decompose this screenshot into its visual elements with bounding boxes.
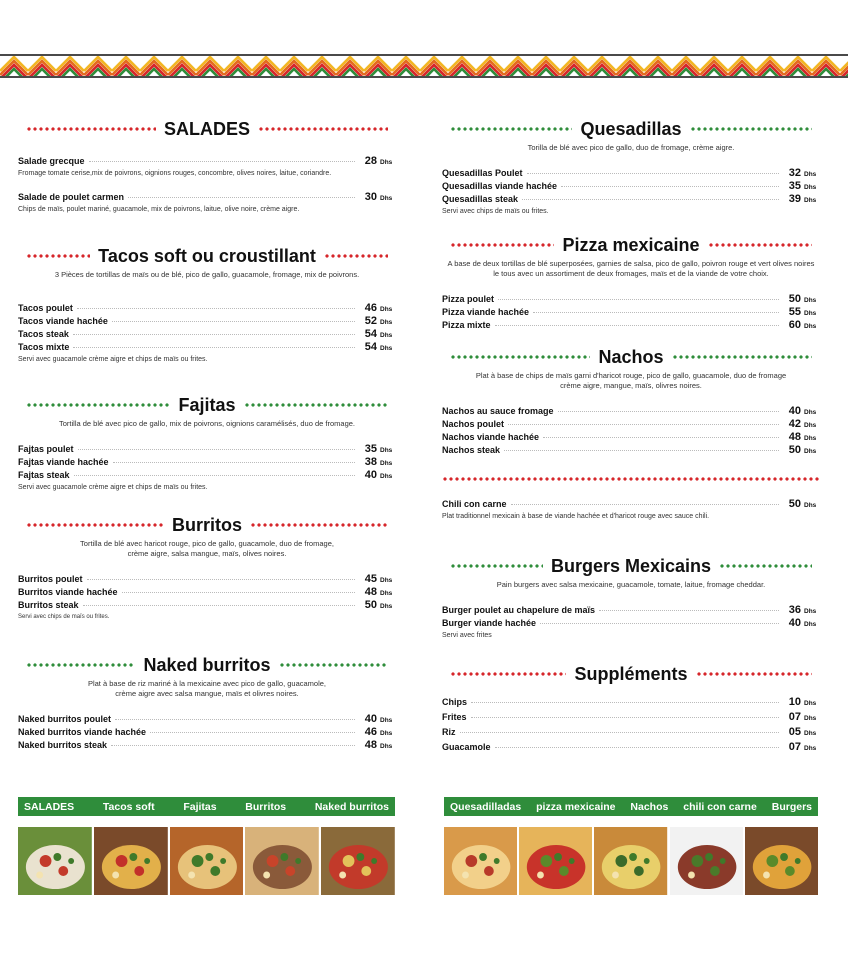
item-name: Chips bbox=[442, 697, 468, 707]
item-name: Quesadillas steak bbox=[442, 194, 519, 204]
dot-divider bbox=[690, 127, 812, 131]
dot-divider bbox=[450, 243, 554, 247]
item-name: Salade grecque bbox=[18, 156, 85, 166]
section-description bbox=[442, 259, 820, 279]
description-line: Tortilla de blé avec pico de gallo, mix de poivrons, oignions caramélisés, duo de fromage. bbox=[59, 419, 355, 428]
item-price: 35 bbox=[788, 180, 801, 192]
dot-divider bbox=[708, 243, 812, 247]
dot-divider bbox=[450, 355, 590, 359]
item-unit: Dhs bbox=[380, 717, 393, 724]
menu-item bbox=[18, 739, 396, 752]
item-unit: Dhs bbox=[804, 435, 817, 442]
menu-item bbox=[18, 726, 396, 739]
item-unit: Dhs bbox=[804, 715, 817, 722]
item-price: 28 bbox=[364, 155, 377, 167]
item-unit: Dhs bbox=[804, 310, 817, 317]
item-unit: Dhs bbox=[804, 608, 817, 615]
section-note: Servi avec frites bbox=[442, 632, 492, 639]
description-line: crème aigre, mangue, maïs, olivres noires. bbox=[560, 381, 702, 390]
section-note: Servi avec chips de maïs ou frites. bbox=[18, 614, 110, 620]
item-name: Quesadillas Poulet bbox=[442, 168, 523, 178]
item-name: Naked burritos steak bbox=[18, 740, 108, 750]
tacos-photo bbox=[94, 827, 170, 895]
category-tab[interactable]: Naked burritos bbox=[314, 800, 389, 813]
menu-item bbox=[18, 328, 396, 341]
item-price: 50 bbox=[788, 293, 801, 305]
dot-divider bbox=[442, 477, 820, 481]
item-price: 36 bbox=[788, 604, 801, 616]
dot-divider bbox=[279, 663, 388, 667]
menu-item bbox=[442, 741, 820, 756]
item-unit: Dhs bbox=[804, 323, 817, 330]
item-name: Burger viande hachée bbox=[442, 618, 537, 628]
category-tab[interactable]: Burritos bbox=[245, 800, 287, 813]
description-line: 3 Pièces de tortillas de maïs ou de blé, pico de gallo, guacamole, fromage, mix de poivrons. bbox=[54, 270, 360, 279]
item-price: 05 bbox=[788, 726, 801, 738]
item-name: Naked burritos viande hachée bbox=[18, 727, 147, 737]
item-name: Chili con carne bbox=[442, 499, 507, 509]
description-line: Plat à base de chips de maïs garni d'haricot rouge, pico de gallo, guacamole, duo de fromage bbox=[475, 371, 787, 380]
section-chili bbox=[442, 472, 820, 520]
item-price: 39 bbox=[788, 193, 801, 205]
item-description: Plat traditionnel mexicain à base de viande hachée et d'haricot rouge avec sauce chili. bbox=[442, 513, 710, 520]
item-name: Pizza poulet bbox=[442, 294, 495, 304]
item-name: Tacos mixte bbox=[18, 342, 70, 352]
dot-divider bbox=[696, 672, 812, 676]
dot-divider bbox=[250, 523, 388, 527]
item-price: 46 bbox=[364, 302, 377, 314]
category-bar-right bbox=[444, 797, 818, 816]
category-tab[interactable]: Tacos soft bbox=[102, 800, 155, 813]
item-unit: Dhs bbox=[804, 409, 817, 416]
dot-divider bbox=[450, 127, 572, 131]
item-name: Burritos steak bbox=[18, 600, 79, 610]
item-price: 50 bbox=[788, 444, 801, 456]
item-name: Tacos steak bbox=[18, 329, 69, 339]
item-name: Tacos viande hachée bbox=[18, 316, 108, 326]
menu-item bbox=[18, 469, 396, 482]
item-price: 48 bbox=[364, 586, 377, 598]
item-unit: Dhs bbox=[804, 730, 817, 737]
item-price: 32 bbox=[788, 167, 801, 179]
section-tacos bbox=[18, 244, 396, 363]
section-quesadillas bbox=[442, 117, 820, 215]
dot-divider bbox=[672, 355, 812, 359]
item-unit: Dhs bbox=[804, 171, 817, 178]
category-tab[interactable]: Burgers bbox=[771, 800, 812, 813]
item-unit: Dhs bbox=[380, 306, 393, 313]
item-price: 40 bbox=[788, 617, 801, 629]
item-price: 40 bbox=[364, 713, 377, 725]
item-unit: Dhs bbox=[380, 730, 393, 737]
dot-divider bbox=[26, 663, 135, 667]
item-unit: Dhs bbox=[380, 345, 393, 352]
category-tab[interactable]: pizza mexicaine bbox=[536, 800, 616, 813]
menu-item bbox=[18, 586, 396, 599]
section-description bbox=[442, 143, 820, 153]
section-description bbox=[18, 679, 396, 699]
item-name: Nachos viande hachée bbox=[442, 432, 540, 442]
item-price: 54 bbox=[364, 328, 377, 340]
section-title: Nachos bbox=[598, 346, 664, 367]
menu-item bbox=[442, 180, 820, 193]
category-tab[interactable]: chili con carne bbox=[683, 800, 757, 813]
section-title: SALADES bbox=[164, 118, 251, 139]
item-unit: Dhs bbox=[804, 422, 817, 429]
menu-item bbox=[442, 306, 820, 319]
dot-divider bbox=[26, 254, 90, 258]
section-title: Fajitas bbox=[178, 394, 236, 415]
section-title: Naked burritos bbox=[143, 654, 271, 675]
dot-divider bbox=[719, 564, 812, 568]
description-line: le tous avec un assortiment de deux fromages, maïs et de la viande de votre choix. bbox=[493, 269, 769, 278]
dot-divider bbox=[26, 403, 170, 407]
section-supplements bbox=[442, 662, 820, 756]
item-name: Nachos steak bbox=[442, 445, 501, 455]
item-name: Fajtas poulet bbox=[18, 444, 74, 454]
category-tab[interactable]: Quesadilladas bbox=[450, 800, 522, 813]
menu-item bbox=[442, 193, 820, 206]
item-description: Fromage tomate cerise,mix de poivrons, oignions rouges, concombre, olives noires, laitue, coriandre. bbox=[18, 170, 332, 177]
menu-item bbox=[442, 726, 820, 741]
item-price: 42 bbox=[788, 418, 801, 430]
item-name: Fajtas steak bbox=[18, 470, 70, 480]
menu-item bbox=[442, 444, 820, 457]
description-line: A base de deux tortillas de blé superposées, garnies de salsa, pico de gallo, poivron rouge et vert olives noires bbox=[447, 259, 815, 268]
section-note: Servi avec chips de maïs ou frites. bbox=[442, 208, 549, 215]
section-description bbox=[442, 580, 820, 590]
item-unit: Dhs bbox=[804, 621, 817, 628]
item-price: 07 bbox=[788, 741, 801, 753]
menu-item bbox=[442, 319, 820, 332]
item-unit: Dhs bbox=[380, 195, 393, 202]
item-unit: Dhs bbox=[380, 590, 393, 597]
item-price: 60 bbox=[788, 319, 801, 331]
item-unit: Dhs bbox=[804, 197, 817, 204]
burrito-photo bbox=[245, 827, 321, 895]
aztec-border bbox=[0, 54, 848, 78]
dot-divider bbox=[26, 523, 164, 527]
menu-item bbox=[18, 315, 396, 328]
item-unit: Dhs bbox=[380, 447, 393, 454]
item-price: 48 bbox=[364, 739, 377, 751]
dot-divider bbox=[258, 127, 388, 131]
menu-item bbox=[442, 711, 820, 726]
description-line: crème aigre avec salsa mangue, maïs et olivres noires. bbox=[115, 689, 299, 698]
item-name: Naked burritos poulet bbox=[18, 714, 112, 724]
section-burritos bbox=[18, 513, 396, 620]
item-name: Salade de poulet carmen bbox=[18, 192, 125, 202]
menu-item bbox=[18, 456, 396, 469]
section-nachos bbox=[442, 345, 820, 457]
item-unit: Dhs bbox=[804, 448, 817, 455]
item-price: 50 bbox=[364, 599, 377, 611]
menu-item bbox=[442, 405, 820, 418]
item-name: Nachos poulet bbox=[442, 419, 505, 429]
menu-item bbox=[442, 293, 820, 306]
section-note: Servi avec guacamole crème aigre et chips de maïs ou frites. bbox=[18, 484, 208, 491]
menu-item bbox=[442, 431, 820, 444]
section-description bbox=[18, 539, 396, 559]
item-name: Riz bbox=[442, 727, 456, 737]
photo-strip-left bbox=[18, 827, 395, 895]
naked-burrito-photo bbox=[321, 827, 395, 895]
item-unit: Dhs bbox=[804, 745, 817, 752]
category-tab[interactable]: SALADES bbox=[24, 800, 75, 813]
menu-item bbox=[18, 599, 396, 612]
menu-item bbox=[442, 418, 820, 431]
item-name: Burger poulet au chapelure de maïs bbox=[442, 605, 596, 615]
dot-divider bbox=[450, 564, 543, 568]
section-title: Pizza mexicaine bbox=[562, 234, 700, 255]
item-price: 54 bbox=[364, 341, 377, 353]
menu-item bbox=[442, 617, 820, 630]
photo-strip-right bbox=[444, 827, 818, 895]
item-name: Pizza viande hachée bbox=[442, 307, 530, 317]
item-unit: Dhs bbox=[380, 319, 393, 326]
section-fajitas bbox=[18, 393, 396, 491]
category-tab[interactable]: Nachos bbox=[630, 800, 669, 813]
menu-item bbox=[18, 573, 396, 586]
chili-photo bbox=[670, 827, 745, 895]
description-line: Tortilla de blé avec haricot rouge, pico de gallo, guacamole, duo de fromage, bbox=[80, 539, 334, 548]
item-name: Fajtas viande hachée bbox=[18, 457, 109, 467]
item-name: Burritos viande hachée bbox=[18, 587, 118, 597]
item-unit: Dhs bbox=[380, 743, 393, 750]
pizza-photo bbox=[519, 827, 594, 895]
item-unit: Dhs bbox=[380, 159, 393, 166]
dot-divider bbox=[450, 672, 566, 676]
item-unit: Dhs bbox=[380, 460, 393, 467]
item-price: 40 bbox=[788, 405, 801, 417]
description-line: Pain burgers avec salsa mexicaine, guacamole, tomate, laitue, fromage cheddar. bbox=[496, 580, 766, 589]
item-name: Quesadillas viande hachée bbox=[442, 181, 558, 191]
item-name: Nachos au sauce fromage bbox=[442, 406, 554, 416]
menu-item bbox=[18, 341, 396, 354]
description-line: Torilla de blé avec pico de gallo, duo de fromage, crème aigre. bbox=[527, 143, 735, 152]
item-unit: Dhs bbox=[804, 297, 817, 304]
item-unit: Dhs bbox=[380, 603, 393, 610]
section-note: Servi avec guacamole crème aigre et chips de maïs ou frites. bbox=[18, 356, 208, 363]
menu-item bbox=[442, 604, 820, 617]
item-unit: Dhs bbox=[380, 332, 393, 339]
item-price: 30 bbox=[364, 191, 377, 203]
dot-divider bbox=[26, 127, 156, 131]
item-price: 35 bbox=[364, 443, 377, 455]
item-price: 45 bbox=[364, 573, 377, 585]
item-name: Burritos poulet bbox=[18, 574, 83, 584]
item-name: Guacamole bbox=[442, 742, 491, 752]
item-price: 40 bbox=[364, 469, 377, 481]
menu-item bbox=[18, 155, 396, 168]
section-burgers bbox=[442, 554, 820, 639]
section-description bbox=[18, 270, 396, 280]
item-price: 50 bbox=[788, 498, 801, 510]
item-name: Tacos poulet bbox=[18, 303, 73, 313]
menu-item bbox=[442, 167, 820, 180]
menu-item bbox=[18, 191, 396, 204]
fajitas-photo bbox=[170, 827, 246, 895]
item-price: 48 bbox=[788, 431, 801, 443]
menu-item bbox=[442, 498, 820, 511]
section-title: Burgers Mexicains bbox=[550, 555, 712, 576]
quesadilla-photo bbox=[444, 827, 519, 895]
item-price: 52 bbox=[364, 315, 377, 327]
section-naked-burritos bbox=[18, 653, 396, 752]
category-bar-left bbox=[18, 797, 395, 816]
item-unit: Dhs bbox=[804, 184, 817, 191]
dot-divider bbox=[324, 254, 388, 258]
section-title: Quesadillas bbox=[580, 118, 682, 139]
item-unit: Dhs bbox=[380, 577, 393, 584]
section-title: Burritos bbox=[172, 514, 243, 535]
dot-divider bbox=[244, 403, 388, 407]
item-price: 10 bbox=[788, 696, 801, 708]
description-line: crème aigre, salsa mangue, maïs, olives noires. bbox=[127, 549, 287, 558]
greek-salad-photo bbox=[18, 827, 94, 895]
menu-item bbox=[18, 713, 396, 726]
description-line: Plat à base de riz mariné à la mexicaine avec pico de gallo, guacamole, bbox=[87, 679, 327, 688]
item-unit: Dhs bbox=[804, 502, 817, 509]
category-tab[interactable]: Fajitas bbox=[183, 800, 217, 813]
section-title: Suppléments bbox=[574, 663, 688, 684]
section-pizza bbox=[442, 233, 820, 332]
item-price: 46 bbox=[364, 726, 377, 738]
item-name: Frites bbox=[442, 712, 467, 722]
item-price: 55 bbox=[788, 306, 801, 318]
item-description: Chips de maïs, poulet mariné, guacamole, mix de poivrons, laitue, olive noire, crème aigre. bbox=[18, 206, 300, 213]
burger-photo bbox=[745, 827, 818, 895]
menu-item bbox=[18, 443, 396, 456]
item-price: 07 bbox=[788, 711, 801, 723]
item-name: Pizza mixte bbox=[442, 320, 491, 330]
item-unit: Dhs bbox=[380, 473, 393, 480]
section-description bbox=[18, 419, 396, 429]
menu-item bbox=[18, 302, 396, 315]
nachos-photo bbox=[594, 827, 669, 895]
item-price: 38 bbox=[364, 456, 377, 468]
section-salades bbox=[18, 117, 396, 213]
menu-item bbox=[442, 696, 820, 711]
section-description bbox=[442, 371, 820, 391]
section-title: Tacos soft ou croustillant bbox=[98, 245, 316, 266]
item-unit: Dhs bbox=[804, 700, 817, 707]
